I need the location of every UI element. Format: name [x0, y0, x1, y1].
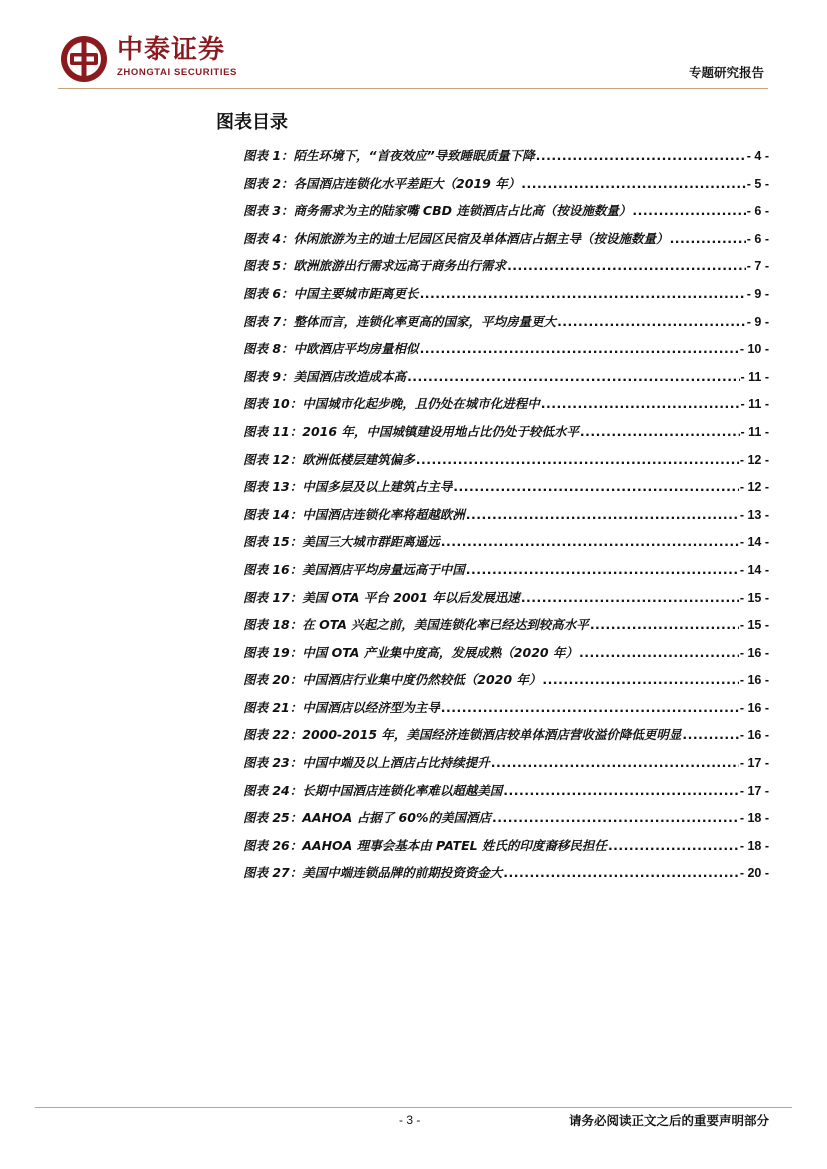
toc-entry[interactable] — [243, 284, 769, 312]
toc-entry[interactable] — [243, 781, 769, 809]
toc-entry-page: - 17 - — [739, 783, 769, 798]
toc-entry[interactable] — [243, 643, 769, 671]
toc-entry[interactable] — [243, 808, 769, 836]
toc-dot-leader — [557, 314, 746, 329]
toc-entry[interactable] — [243, 174, 769, 202]
toc-entry-label: 图表 11：2016 年，中国城镇建设用地占比仍处于较低水平 — [243, 423, 579, 439]
toc-entry-label: 图表 15：美国三大城市群距离遥远 — [243, 534, 440, 550]
toc-entry[interactable] — [243, 146, 769, 174]
toc-dot-leader — [441, 700, 739, 715]
toc-entry-label: 图表 21：中国酒店以经济型为主导 — [243, 699, 440, 715]
toc-dot-leader — [492, 810, 739, 825]
toc-entry-label: 图表 25：AAHOA 占据了 60%的美国酒店 — [243, 810, 491, 826]
toc-dot-leader — [491, 755, 739, 770]
footer-divider — [35, 1107, 792, 1108]
toc-entry-page: - 5 - — [746, 176, 769, 191]
toc-entry-label: 图表 6：中国主要城市距离更长 — [243, 285, 419, 301]
toc-entry-label: 图表 17：美国 OTA 平台 2001 年以后发展迅速 — [243, 589, 520, 605]
toc-dot-leader — [682, 727, 738, 742]
toc-entry-label: 图表 10：中国城市化起步晚，且仍处在城市化进程中 — [243, 396, 540, 412]
toc-dot-leader — [542, 672, 738, 687]
toc-dot-leader — [590, 617, 739, 632]
toc-entry-page: - 15 - — [739, 618, 769, 633]
toc-entry[interactable] — [243, 450, 769, 478]
toc-entry[interactable] — [243, 256, 769, 284]
toc-entry[interactable] — [243, 725, 769, 753]
toc-entry[interactable] — [243, 367, 769, 395]
toc-dot-leader — [407, 369, 739, 384]
toc-entry-label: 图表 9：美国酒店改造成本高 — [243, 368, 407, 384]
toc-entry-page: - 16 - — [739, 673, 769, 688]
toc-entry-label: 图表 16：美国酒店平均房量远高于中国 — [243, 561, 465, 577]
toc-dot-leader — [416, 452, 739, 467]
toc-entry-page: - 10 - — [739, 342, 769, 357]
toc-entry-label: 图表 3：商务需求为主的陆家嘴 CBD 连锁酒店占比高（按设施数量） — [243, 203, 632, 219]
page-number: - 3 - — [399, 1113, 421, 1127]
toc-entry-label: 图表 20：中国酒店行业集中度仍然较低（2020 年） — [243, 672, 542, 688]
toc-entry[interactable] — [243, 532, 769, 560]
toc-entry-page: - 4 - — [746, 149, 769, 163]
toc-entry-label: 图表 4：休闲旅游为主的迪士尼园区民宿及单体酒店占据主导（按设施数量） — [243, 230, 669, 246]
toc-dot-leader — [521, 176, 746, 191]
disclaimer-text: 请务必阅读正文之后的重要声明部分 — [568, 1113, 769, 1128]
toc-entry-page: - 12 - — [739, 480, 769, 495]
toc-entry-page: - 7 - — [746, 259, 769, 274]
toc-entry-label: 图表 8：中欧酒店平均房量相似 — [243, 341, 419, 357]
toc-entry-label: 图表 18：在 OTA 兴起之前，美国连锁化率已经达到较高水平 — [243, 617, 589, 633]
toc-entry-label: 图表 23：中国中端及以上酒店占比持续提升 — [243, 755, 490, 771]
toc-entry-label: 图表 24：长期中国酒店连锁化率难以超越美国 — [243, 782, 503, 798]
toc-entry-label: 图表 22：2000-2015 年，美国经济连锁酒店较单体酒店营收溢价降低更明显 — [243, 727, 682, 743]
toc-entry-page: - 11 - — [740, 369, 769, 384]
toc-entry-label: 图表 12：欧洲低楼层建筑偏多 — [243, 451, 415, 467]
toc-entry-label: 图表 19：中国 OTA 产业集中度高，发展成熟（2020 年） — [243, 644, 578, 660]
toc-entry-page: - 20 - — [739, 866, 769, 881]
toc-entry[interactable] — [243, 394, 769, 422]
zhongtai-logo-icon — [59, 34, 109, 84]
toc-entry-page: - 11 - — [740, 397, 769, 412]
toc-entry[interactable] — [243, 312, 769, 340]
toc-dot-leader — [507, 258, 746, 273]
toc-entry-label: 图表 1：陌生环境下，“首夜效应”导致睡眠质量下降 — [243, 148, 535, 163]
header-divider — [58, 88, 768, 89]
toc-entry-page: - 12 - — [739, 452, 769, 467]
toc-dot-leader — [521, 590, 739, 605]
toc-dot-leader — [608, 838, 739, 853]
toc-dot-leader — [536, 148, 746, 163]
toc-entry-page: - 16 - — [739, 728, 769, 743]
toc-entry[interactable] — [243, 753, 769, 781]
toc-entry[interactable] — [243, 229, 769, 257]
brand-name-cn: 中泰证券 — [117, 35, 226, 65]
report-type: 专题研究报告 — [688, 65, 764, 80]
toc-entry-page: - 9 - — [746, 314, 769, 329]
toc-dot-leader — [420, 341, 739, 356]
toc-entry[interactable] — [243, 477, 769, 505]
toc-dot-leader — [503, 783, 739, 798]
toc-dot-leader — [541, 396, 740, 411]
toc-entry-label: 图表 5：欧洲旅游出行需求远高于商务出行需求 — [243, 258, 507, 274]
toc-entry[interactable] — [243, 560, 769, 588]
toc-entry-label: 图表 26：AAHOA 理事会基本由 PATEL 姓氏的印度裔移民担任 — [243, 837, 607, 853]
toc-entry-label: 图表 27：美国中端连锁品牌的前期投资资金大 — [243, 865, 503, 881]
toc-dot-leader — [580, 424, 740, 439]
toc-entry[interactable] — [243, 201, 769, 229]
toc-entry-page: - 14 - — [739, 562, 769, 577]
brand-name-en: ZHONGTAI SECURITIES — [117, 67, 237, 78]
toc-entry-page: - 11 - — [740, 424, 769, 439]
toc-entry-page: - 6 - — [746, 231, 769, 246]
toc-entry-page: - 17 - — [739, 756, 769, 771]
toc-entry-page: - 14 - — [739, 535, 769, 550]
toc-entry[interactable] — [243, 422, 769, 450]
toc-entry-page: - 16 - — [739, 645, 769, 660]
toc-entry-label: 图表 7：整体而言，连锁化率更高的国家，平均房量更大 — [243, 313, 557, 329]
toc-entry-page: - 15 - — [739, 590, 769, 605]
toc-dot-leader — [441, 534, 739, 549]
toc-dot-leader — [503, 865, 739, 880]
toc-list — [243, 146, 769, 891]
toc-entry-page: - 18 - — [739, 811, 769, 826]
page-header — [0, 0, 827, 100]
toc-dot-leader — [453, 479, 739, 494]
toc-entry[interactable] — [243, 863, 769, 891]
toc-dot-leader — [466, 507, 739, 522]
toc-dot-leader — [579, 645, 739, 660]
toc-entry[interactable] — [243, 339, 769, 367]
toc-entry-page: - 13 - — [739, 507, 769, 522]
toc-entry-page: - 18 - — [739, 838, 769, 853]
toc-dot-leader — [466, 562, 739, 577]
toc-entry-page: - 6 - — [746, 204, 769, 219]
toc-dot-leader — [670, 231, 746, 246]
toc-entry-page: - 9 - — [746, 286, 769, 301]
toc-entry[interactable] — [243, 698, 769, 726]
toc-dot-leader — [420, 286, 746, 301]
toc-entry-label: 图表 13：中国多层及以上建筑占主导 — [243, 479, 453, 495]
toc-title: 图表目录 — [216, 112, 288, 133]
toc-entry-label: 图表 14：中国酒店连锁化率将超越欧洲 — [243, 506, 465, 522]
toc-entry[interactable] — [243, 670, 769, 698]
toc-dot-leader — [632, 203, 745, 218]
toc-entry-page: - 16 - — [739, 700, 769, 715]
toc-entry-label: 图表 2：各国酒店连锁化水平差距大（2019 年） — [243, 175, 521, 191]
toc-entry[interactable] — [243, 836, 769, 864]
toc-entry[interactable] — [243, 505, 769, 533]
toc-entry[interactable] — [243, 588, 769, 616]
toc-entry[interactable] — [243, 615, 769, 643]
